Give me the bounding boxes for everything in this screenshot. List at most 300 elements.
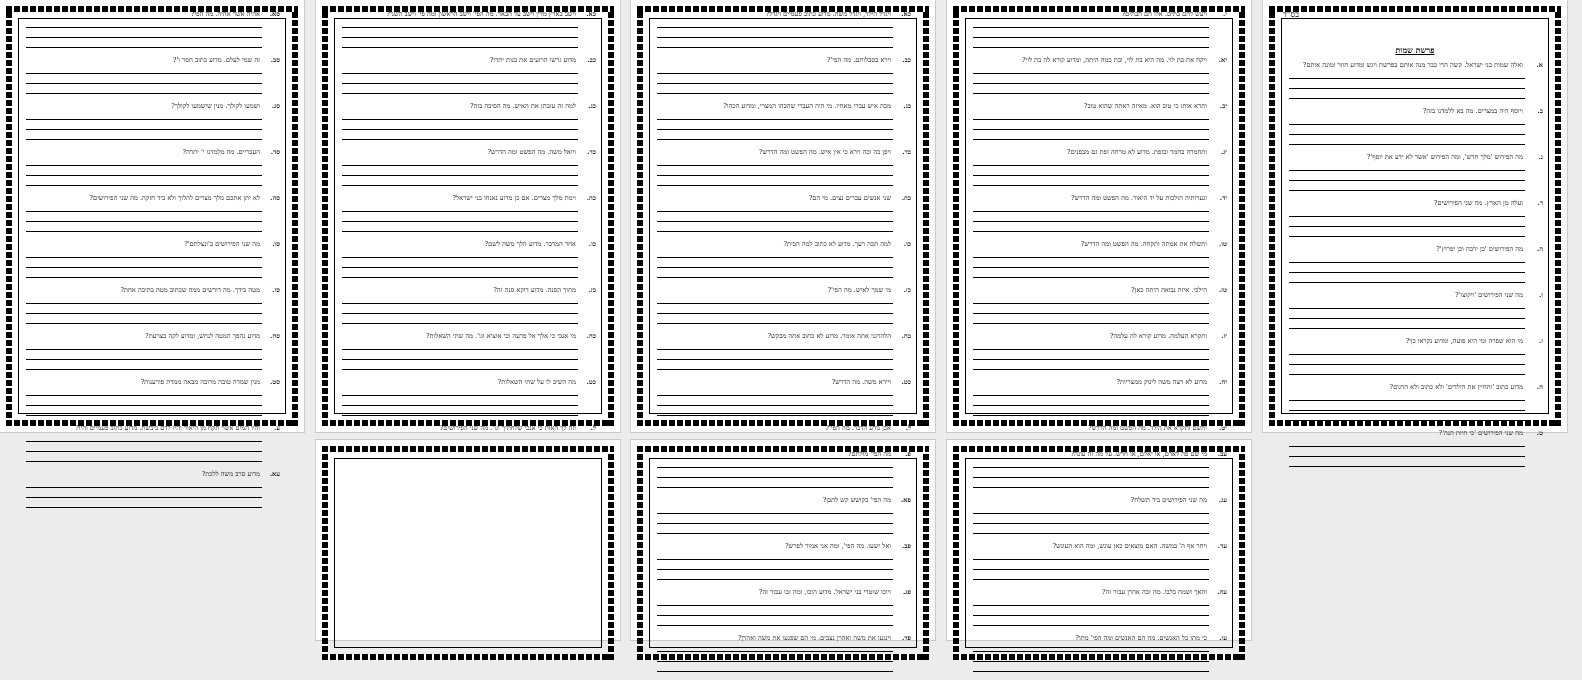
answer-line[interactable]	[657, 74, 893, 84]
question-text-row	[967, 240, 1231, 248]
answer-line[interactable]	[973, 550, 1209, 560]
answer-line[interactable]	[1289, 69, 1525, 79]
answer-line[interactable]	[657, 304, 893, 314]
page-content	[20, 10, 284, 478]
answer-line[interactable]	[26, 258, 262, 268]
answer-line[interactable]	[1289, 457, 1525, 467]
question-text-row	[20, 286, 284, 294]
question-text: מי אנכי כי אלך אל פרעה וכי אוציא וגו'. מה שתי השאלות?	[426, 332, 576, 340]
question-text-row	[20, 102, 284, 110]
question-number: עו.	[1219, 634, 1227, 642]
answer-line[interactable]	[657, 166, 893, 176]
question-number: ל.	[590, 424, 596, 432]
answer-line[interactable]	[973, 304, 1209, 314]
question-item	[967, 102, 1231, 148]
bsd-header: בס"ד	[1283, 10, 1299, 19]
answer-line[interactable]	[1289, 181, 1525, 191]
answer-line[interactable]	[973, 110, 1209, 120]
answer-line[interactable]	[973, 314, 1209, 324]
answer-line[interactable]	[973, 258, 1209, 268]
question-text: אהיה אשר אהיה. מה הפי?	[190, 10, 260, 18]
question-number: יג.	[1220, 148, 1227, 156]
answer-line[interactable]	[26, 18, 262, 28]
answer-line[interactable]	[342, 84, 578, 94]
question-number: ז.	[1538, 337, 1543, 345]
answer-line[interactable]	[973, 166, 1209, 176]
answer-line[interactable]	[657, 268, 893, 278]
answer-line[interactable]	[973, 386, 1209, 396]
question-text: מתוך הסנה. מדוע דוקא סנה זה?	[493, 286, 576, 294]
question-text-row	[336, 424, 600, 432]
question-text: זה שמי לעלם. מדוע כתוב חסר ו'?	[172, 56, 260, 64]
answer-line[interactable]	[657, 84, 893, 94]
question-number: עא.	[269, 470, 280, 478]
question-text: מדוע לא רצה משה לינוק ממצריות?	[1116, 378, 1207, 386]
question-item	[20, 10, 284, 56]
answer-line[interactable]	[657, 616, 893, 626]
question-number: סג.	[271, 102, 280, 110]
question-text-row	[20, 56, 284, 64]
answer-line[interactable]	[342, 176, 578, 186]
answer-line[interactable]	[1289, 401, 1525, 411]
answer-line[interactable]	[342, 166, 578, 176]
answer-line[interactable]	[657, 18, 893, 28]
answer-line[interactable]	[26, 38, 262, 48]
answer-line[interactable]	[26, 110, 262, 120]
answer-line[interactable]	[342, 38, 578, 48]
answer-line[interactable]	[973, 596, 1209, 606]
answer-line[interactable]	[342, 248, 578, 258]
answer-line[interactable]	[342, 268, 578, 278]
question-item	[20, 286, 284, 332]
answer-line[interactable]	[342, 28, 578, 38]
answer-line[interactable]	[973, 18, 1209, 28]
question-number: כז.	[903, 286, 911, 294]
question-text: ויירא משה. מה הדרש?	[831, 378, 891, 386]
answer-line[interactable]	[657, 642, 893, 652]
question-item	[967, 496, 1231, 542]
answer-line[interactable]	[657, 222, 893, 232]
answer-line[interactable]	[26, 488, 262, 498]
answer-line[interactable]	[342, 340, 578, 350]
question-item	[336, 56, 600, 102]
answer-line[interactable]	[26, 294, 262, 304]
answer-line[interactable]	[342, 386, 578, 396]
question-text-row	[1283, 337, 1547, 345]
answer-line[interactable]	[26, 304, 262, 314]
answer-line[interactable]	[26, 498, 262, 508]
question-text-row	[20, 194, 284, 202]
answer-line[interactable]	[26, 360, 262, 370]
answer-line[interactable]	[973, 222, 1209, 232]
answer-line[interactable]	[657, 130, 893, 140]
answer-line[interactable]	[657, 406, 893, 416]
question-text-row	[967, 450, 1231, 458]
answer-line[interactable]	[657, 504, 893, 514]
answer-line[interactable]	[26, 396, 262, 406]
question-text-row	[651, 450, 915, 458]
answer-line[interactable]	[26, 130, 262, 140]
question-number: ה.	[1536, 245, 1543, 253]
question-item	[336, 10, 600, 56]
answer-line[interactable]	[657, 64, 893, 74]
question-number: סב.	[270, 56, 280, 64]
answer-line[interactable]	[1289, 115, 1525, 125]
answer-line[interactable]	[26, 176, 262, 186]
answer-line[interactable]	[973, 458, 1209, 468]
answer-line[interactable]	[657, 212, 893, 222]
answer-line[interactable]	[973, 120, 1209, 130]
question-text: ותשם ותקרא את הילד. מה הפשט ומה הדרש?	[1088, 424, 1207, 432]
question-text: ועלה מן הארץ. מה שני הפירושים?	[1433, 199, 1523, 207]
question-item	[20, 240, 284, 286]
answer-line[interactable]	[1289, 171, 1525, 181]
document-page-6	[947, 440, 1251, 640]
answer-line[interactable]	[342, 18, 578, 28]
answer-line[interactable]	[657, 314, 893, 324]
question-item	[651, 496, 915, 542]
question-text: הילכי. איזה נבואה היתה כאן?	[1131, 286, 1207, 294]
answer-line[interactable]	[973, 524, 1209, 534]
answer-line[interactable]	[657, 38, 893, 48]
answer-line[interactable]	[1289, 79, 1525, 89]
answer-line[interactable]	[657, 458, 893, 468]
answer-line[interactable]	[657, 524, 893, 534]
question-text-row	[20, 378, 284, 386]
question-item	[1283, 153, 1547, 199]
question-item	[1283, 383, 1547, 429]
answer-line[interactable]	[973, 176, 1209, 186]
answer-line[interactable]	[1289, 207, 1525, 217]
question-text: מכה איש עברי מאחיו. מי היה העברי שהכהו המצרי, ומדוע הכהו?	[723, 102, 891, 110]
answer-line[interactable]	[26, 28, 262, 38]
answer-line[interactable]	[26, 350, 262, 360]
answer-line[interactable]	[1289, 391, 1525, 401]
answer-line[interactable]	[657, 156, 893, 166]
answer-line[interactable]	[342, 156, 578, 166]
answer-line[interactable]	[342, 406, 578, 416]
answer-line[interactable]	[657, 176, 893, 186]
answer-line[interactable]	[1289, 135, 1525, 145]
answer-line[interactable]	[973, 478, 1209, 488]
answer-line[interactable]	[1289, 161, 1525, 171]
answer-line[interactable]	[1289, 273, 1525, 283]
question-item	[20, 194, 284, 240]
question-number: כג.	[903, 102, 911, 110]
answer-line[interactable]	[342, 110, 578, 120]
answer-line[interactable]	[657, 248, 893, 258]
answer-line[interactable]	[1289, 319, 1525, 329]
answer-line[interactable]	[26, 314, 262, 324]
question-text: אחר המדבר. מדוע הלך משה לשם?	[484, 240, 576, 248]
question-number: ג.	[1538, 153, 1543, 161]
question-number: יז.	[1221, 332, 1227, 340]
question-text-row	[336, 194, 600, 202]
question-text-row	[20, 240, 284, 248]
answer-line[interactable]	[973, 28, 1209, 38]
question-text: ותשלח את אמתה ותקחה. מה הפשט ומה הדרש?	[1080, 240, 1207, 248]
question-number: כז.	[588, 286, 596, 294]
question-text: מי הוא שפרה ומי היא פועה, ומדוע נקראו כך?	[1405, 337, 1523, 345]
answer-line[interactable]	[973, 212, 1209, 222]
answer-line[interactable]	[973, 294, 1209, 304]
answer-line[interactable]	[657, 514, 893, 524]
answer-line[interactable]	[1289, 227, 1525, 237]
answer-line[interactable]	[1289, 125, 1525, 135]
question-text-row	[20, 332, 284, 340]
answer-line[interactable]	[26, 406, 262, 416]
answer-line[interactable]	[973, 514, 1209, 524]
document-page-2	[947, 0, 1251, 432]
question-text-row	[651, 378, 915, 386]
question-text-row	[336, 148, 600, 156]
answer-line[interactable]	[973, 662, 1209, 672]
question-text: וינגעו את משה ואהרן נצבים. מי הם שפגעו את משה ואהרן?	[737, 634, 891, 642]
answer-line[interactable]	[973, 652, 1209, 662]
answer-line[interactable]	[342, 396, 578, 406]
answer-line[interactable]	[973, 468, 1209, 478]
question-text-row	[336, 102, 600, 110]
question-item	[336, 240, 600, 286]
question-item	[651, 588, 915, 634]
question-number: ט.	[1536, 429, 1543, 437]
answer-line[interactable]	[342, 130, 578, 140]
question-item	[20, 56, 284, 102]
answer-line[interactable]	[657, 662, 893, 672]
answer-line[interactable]	[657, 28, 893, 38]
question-number: ע.	[273, 424, 280, 432]
question-item	[967, 542, 1231, 588]
question-item	[1283, 107, 1547, 153]
answer-line[interactable]	[26, 84, 262, 94]
answer-line[interactable]	[973, 340, 1209, 350]
question-text: מה שני הפירושים ביד תשלח?	[1130, 496, 1207, 504]
question-text: מה השיב לו על שתי השאלות?	[497, 378, 576, 386]
question-number: סט.	[269, 378, 280, 386]
answer-line[interactable]	[657, 340, 893, 350]
question-item	[967, 148, 1231, 194]
answer-line[interactable]	[26, 248, 262, 258]
answer-line[interactable]	[973, 606, 1209, 616]
answer-line[interactable]	[657, 570, 893, 580]
answer-line[interactable]	[1289, 263, 1525, 273]
answer-line[interactable]	[26, 120, 262, 130]
question-item	[651, 542, 915, 588]
answer-line[interactable]	[342, 258, 578, 268]
answer-line[interactable]	[973, 156, 1209, 166]
question-number: ב.	[1537, 107, 1543, 115]
answer-line[interactable]	[973, 248, 1209, 258]
question-text-row	[651, 588, 915, 596]
question-text: מה הפירוש 'מלך חדש', ומה הפירוש 'אשר לא ידע את יוסף'?	[1366, 153, 1523, 161]
question-text: לא יתן אתכם מלך מצרים להלוך ולא ביד חזקה. מה שני הפירושים?	[89, 194, 260, 202]
answer-line[interactable]	[657, 396, 893, 406]
answer-line[interactable]	[657, 478, 893, 488]
document-page-5	[0, 0, 304, 478]
question-text-row	[967, 496, 1231, 504]
question-text-row	[1283, 245, 1547, 253]
answer-line[interactable]	[1289, 411, 1525, 421]
question-text-row	[967, 102, 1231, 110]
question-item	[20, 332, 284, 378]
answer-line[interactable]	[657, 560, 893, 570]
answer-line[interactable]	[1289, 299, 1525, 309]
answer-line[interactable]	[657, 606, 893, 616]
answer-line[interactable]	[657, 550, 893, 560]
answer-line[interactable]	[973, 570, 1209, 580]
question-number: סא.	[269, 10, 280, 18]
question-text: מי שם פה לאדם, או יאלם, או חרש. על מה זה עונה?	[1070, 450, 1207, 458]
question-text: מדוע נהפך המטה לנחש, ומדוע לקה בצרעת?	[145, 332, 260, 340]
question-text: וישב בארץ מדין וישב על הבאר. מה הפי' וישב הראשון ומה פי' וישב השני?	[386, 10, 576, 18]
question-text-row	[20, 424, 284, 432]
answer-line[interactable]	[973, 504, 1209, 514]
answer-line[interactable]	[342, 294, 578, 304]
answer-line[interactable]	[342, 314, 578, 324]
answer-line[interactable]	[26, 212, 262, 222]
answer-line[interactable]	[1289, 309, 1525, 319]
question-text-row	[336, 378, 600, 386]
question-number: כה.	[586, 194, 596, 202]
answer-line[interactable]	[657, 350, 893, 360]
question-text: ותקרא העלמה. מדוע קורא לה עלמה?	[1109, 332, 1207, 340]
question-number: פד.	[901, 634, 911, 642]
answer-line[interactable]	[26, 202, 262, 212]
question-text: מה הפי' מולתם?	[847, 450, 891, 458]
answer-line[interactable]	[657, 120, 893, 130]
answer-line[interactable]	[26, 442, 262, 452]
answer-line[interactable]	[657, 596, 893, 606]
question-text: מה שני הפירושים 'ויקוצו'?	[1455, 291, 1523, 299]
answer-line[interactable]	[657, 652, 893, 662]
question-text: מדוע כתוב 'ותחיין את הילדים' ולא כתוב ולא הרגום?	[1389, 383, 1523, 391]
question-item	[1283, 199, 1547, 245]
question-number: ח.	[1536, 383, 1543, 391]
question-text-row	[651, 542, 915, 550]
answer-line[interactable]	[1289, 217, 1525, 227]
answer-line[interactable]	[1289, 447, 1525, 457]
answer-line[interactable]	[1289, 365, 1525, 375]
document-page-1	[1263, 0, 1567, 437]
question-text: ויחר אף ה' במשה. האם מוצאים כאן עונש, ומה הוא העונש?	[1052, 542, 1207, 550]
question-item	[651, 240, 915, 286]
answer-line[interactable]	[973, 560, 1209, 570]
question-number: פ.	[905, 450, 911, 458]
answer-line[interactable]	[657, 360, 893, 370]
question-number: עב.	[1217, 450, 1227, 458]
answer-line[interactable]	[26, 74, 262, 84]
answer-line[interactable]	[973, 64, 1209, 74]
answer-line[interactable]	[342, 222, 578, 232]
question-number: כו.	[588, 240, 596, 248]
answer-line[interactable]	[973, 38, 1209, 48]
answer-line[interactable]	[26, 340, 262, 350]
document-page-8	[316, 440, 620, 640]
question-item	[967, 588, 1231, 634]
question-item	[1283, 61, 1547, 107]
answer-line[interactable]	[26, 386, 262, 396]
question-item	[967, 56, 1231, 102]
answer-line[interactable]	[26, 432, 262, 442]
answer-line[interactable]	[342, 350, 578, 360]
question-text: מנין שמדה טובה מרובה מבאה ממדת פורענות?	[140, 378, 260, 386]
question-text-row	[967, 588, 1231, 596]
question-item	[967, 240, 1231, 286]
answer-line[interactable]	[342, 74, 578, 84]
answer-line[interactable]	[973, 642, 1209, 652]
question-text: ויעש להם בתים. אלו הם הבתים?	[1121, 10, 1207, 18]
answer-line[interactable]	[973, 616, 1209, 626]
question-text-row	[967, 286, 1231, 294]
answer-line[interactable]	[657, 386, 893, 396]
answer-line[interactable]	[657, 202, 893, 212]
answer-line[interactable]	[342, 202, 578, 212]
answer-line[interactable]	[26, 452, 262, 462]
question-number: כט.	[586, 378, 596, 386]
answer-line[interactable]	[973, 84, 1209, 94]
answer-line[interactable]	[973, 130, 1209, 140]
question-number: טז.	[1218, 286, 1227, 294]
answer-line[interactable]	[1289, 437, 1525, 447]
question-text: הלהרגני אתה אומר. מדוע לא כתוב אתה מבקש?	[767, 332, 891, 340]
answer-line[interactable]	[973, 202, 1209, 212]
question-text: ואל ישעו. מה הפי', ומה אני אמור לפרש?	[785, 542, 891, 550]
question-item	[651, 450, 915, 496]
answer-line[interactable]	[973, 268, 1209, 278]
answer-line[interactable]	[26, 64, 262, 74]
answer-line[interactable]	[657, 258, 893, 268]
answer-line[interactable]	[26, 478, 262, 488]
answer-line[interactable]	[973, 406, 1209, 416]
page-title: פרשת שמות	[1395, 45, 1435, 55]
answer-line[interactable]	[26, 166, 262, 176]
answer-line[interactable]	[342, 120, 578, 130]
question-text-row	[20, 10, 284, 18]
answer-line[interactable]	[1289, 355, 1525, 365]
answer-line[interactable]	[973, 350, 1209, 360]
question-text-row	[967, 10, 1231, 18]
question-text: מדוע סרב משה ללכת?	[201, 470, 260, 478]
page-content	[651, 10, 915, 432]
answer-line[interactable]	[342, 304, 578, 314]
answer-line[interactable]	[1289, 253, 1525, 263]
page-content	[336, 10, 600, 432]
answer-line[interactable]	[26, 156, 262, 166]
answer-line[interactable]	[657, 110, 893, 120]
answer-line[interactable]	[1289, 345, 1525, 355]
answer-line[interactable]	[26, 222, 262, 232]
answer-line[interactable]	[973, 396, 1209, 406]
answer-line[interactable]	[342, 212, 578, 222]
answer-line[interactable]	[1289, 89, 1525, 99]
question-item	[651, 102, 915, 148]
question-item	[1283, 337, 1547, 383]
page-content	[336, 450, 600, 628]
question-text: ויפן כה וכה וירא כי אין איש. מה הפשט ומה הדרש?	[758, 148, 891, 156]
question-item	[967, 332, 1231, 378]
question-number: עד.	[1217, 542, 1227, 550]
answer-line[interactable]	[973, 360, 1209, 370]
question-item	[1283, 245, 1547, 291]
answer-line[interactable]	[26, 268, 262, 278]
answer-line[interactable]	[342, 360, 578, 370]
answer-line[interactable]	[657, 294, 893, 304]
answer-line[interactable]	[657, 468, 893, 478]
question-text-row	[967, 194, 1231, 202]
answer-line[interactable]	[342, 64, 578, 74]
answer-line[interactable]	[973, 74, 1209, 84]
question-number: יט.	[1218, 424, 1227, 432]
